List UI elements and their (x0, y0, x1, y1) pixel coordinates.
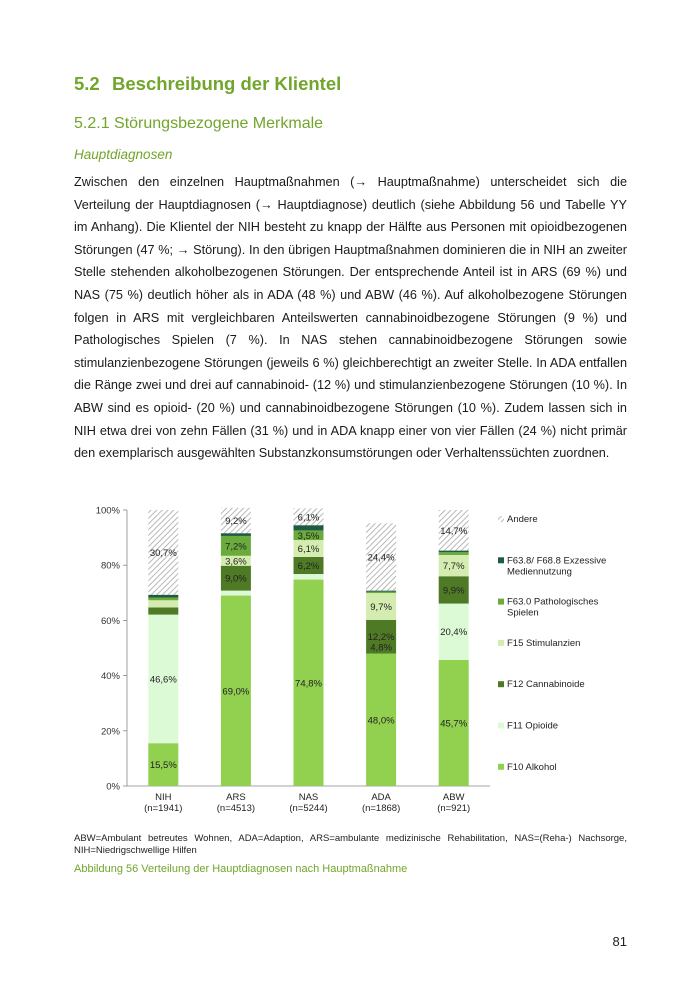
data-label: 4,8% (370, 642, 392, 654)
x-tick-sublabel: (n=921) (437, 803, 471, 814)
data-label: 15,5% (149, 760, 177, 772)
bar-segment-nas-f638 (294, 525, 324, 530)
data-label: 7,7% (442, 561, 465, 573)
bar-segment-nas-f11 (294, 574, 324, 580)
subheading-hauptdiagnosen: Hauptdiagnosen (74, 147, 173, 162)
data-label: 6,1% (297, 512, 320, 524)
legend-label: F63.0 Pathologisches Spielen (507, 596, 599, 619)
bar-segment-ars-f11 (221, 591, 251, 596)
data-label: 30,7% (149, 547, 177, 559)
bar-segment-nih-f15 (148, 600, 178, 607)
data-label: 9,9% (442, 585, 465, 597)
legend-swatch (498, 723, 504, 729)
figure-footnote: ABW=Ambulant betreutes Wohnen, ADA=Adaption, ARS=ambulante medizinische Rehabilitation, NAS=(Reha-) Nachsorge, NIH=Niedrigschwellige Hilfen (74, 833, 627, 856)
page-number: 81 (612, 934, 627, 949)
data-label: 6,1% (297, 544, 320, 556)
data-label: 12,2% (367, 632, 395, 644)
section-heading (74, 73, 341, 95)
legend-swatch (498, 557, 504, 563)
bar-segment-ada-f630 (366, 592, 396, 593)
y-tick-label: 0% (106, 781, 120, 793)
data-label: 9,7% (370, 601, 392, 613)
data-label: 3,5% (297, 530, 320, 542)
x-tick-label: NIH (155, 792, 172, 803)
data-label: 74,8% (295, 678, 322, 690)
y-tick-label: 40% (100, 671, 120, 683)
legend-label: F12 Cannabinoide (507, 679, 585, 691)
data-label: 6,2% (297, 560, 320, 572)
data-label: 14,7% (440, 525, 468, 537)
x-tick-sublabel: (n=1941) (144, 803, 183, 814)
bar-segment-nih-f630 (148, 597, 178, 600)
y-tick-label: 60% (100, 615, 120, 627)
bar-segment-nih-f638 (148, 595, 178, 598)
legend-swatch (498, 516, 504, 522)
legend-swatch (498, 764, 504, 770)
y-tick-label: 20% (100, 726, 120, 738)
legend-label: F11 Opioide (507, 720, 559, 732)
data-label: 45,7% (440, 718, 468, 730)
bar-segment-abw-f638 (439, 551, 469, 553)
legend-swatch (498, 599, 504, 605)
data-label: 46,6% (149, 674, 177, 686)
body-paragraph: Zwischen den einzelnen Hauptmaßnahmen (→ Hauptmaßnahme) unterscheidet sich die Verteilung der Hauptdiagnosen (→ Hauptdiagnose) deutlich (siehe Abbildung 56 und Tabelle YY im Anhang). Die Klientel der NIH besteht zu knapp der Hälfte aus Personen mit opioidbezogenen Störungen (47 %; → Störung). In den übrigen Hauptmaßnahmen dominieren die in NIH an zweiter Stelle stehenden alkoholbezogenen Störungen. Der entsprechende Anteil ist in ARS (69 %) und NAS (75 %) deutlich höher als in ADA (48 %) und ABW (46 %). Auf alkoholbezogene Störungen folgen in ARS mit vergleichbaren Anteilswerten cannabinoidbezogene Störungen (9 %) und Pathologisches Spielen (7 %). In NAS stehen cannabinoidbezogene Störungen sowie stimulanzienbezogene Störungen (jeweils 6 %) gleichberechtigt an zweiter Stelle. In ADA entfallen die Ränge zwei und drei auf cannabinoid- (12 %) und stimulanzienbezogene Störungen (10 %). In ABW sind es opioid- (20 %) und cannabinoidbezogene Störungen (10 %). Zudem lassen sich in NIH etwa drei von zehn Fällen (31 %) und in ADA knapp einer von vier Fällen (24 %) nicht primär den exemplarisch ausgewählten Substanzkonsumstörungen oder Verhaltenssüchten zuordnen. (74, 175, 627, 461)
y-tick-label: 80% (100, 560, 120, 572)
data-label: 9,0% (225, 573, 247, 585)
data-label: 69,0% (222, 686, 250, 698)
x-tick-label: NAS (298, 792, 319, 803)
data-label: 20,4% (440, 627, 468, 639)
legend-label: F10 Alkohol (507, 761, 557, 773)
stacked-bar-chart (70, 500, 635, 830)
figure-caption: Abbildung 56 Verteilung der Hauptdiagnosen nach Hauptmaßnahme (74, 863, 408, 875)
legend-label: F63.8/ F68.8 Exzessive Mediennutzung (507, 555, 607, 578)
x-tick-sublabel: (n=5244) (289, 803, 328, 814)
section-number: 5.2 (74, 73, 100, 94)
legend-swatch (498, 681, 504, 687)
data-label: 3,6% (225, 556, 247, 568)
y-tick-label: 100% (95, 505, 120, 517)
x-tick-sublabel: (n=1868) (361, 803, 401, 814)
legend-label: Andere (507, 514, 538, 525)
subsection-heading: 5.2.1 Störungsbezogene Merkmale (74, 115, 324, 132)
data-label: 24,4% (367, 552, 395, 564)
x-tick-label: ARS (226, 792, 246, 803)
bar-segment-ada-f638 (366, 591, 396, 592)
data-label: 9,2% (225, 515, 247, 527)
x-tick-sublabel: (n=4513) (216, 803, 256, 814)
section-title: Beschreibung der Klientel (112, 73, 342, 94)
bar-segment-abw-f630 (439, 552, 469, 555)
data-label: 48,0% (367, 715, 395, 727)
bar-segment-nih-f12 (148, 607, 178, 614)
bar-segment-ars-f638 (221, 533, 251, 536)
x-tick-label: ADA (371, 792, 391, 803)
data-label: 7,2% (225, 541, 247, 553)
legend-label: F15 Stimulanzien (507, 637, 581, 649)
x-tick-label: ABW (442, 792, 465, 803)
legend-swatch (498, 640, 504, 646)
